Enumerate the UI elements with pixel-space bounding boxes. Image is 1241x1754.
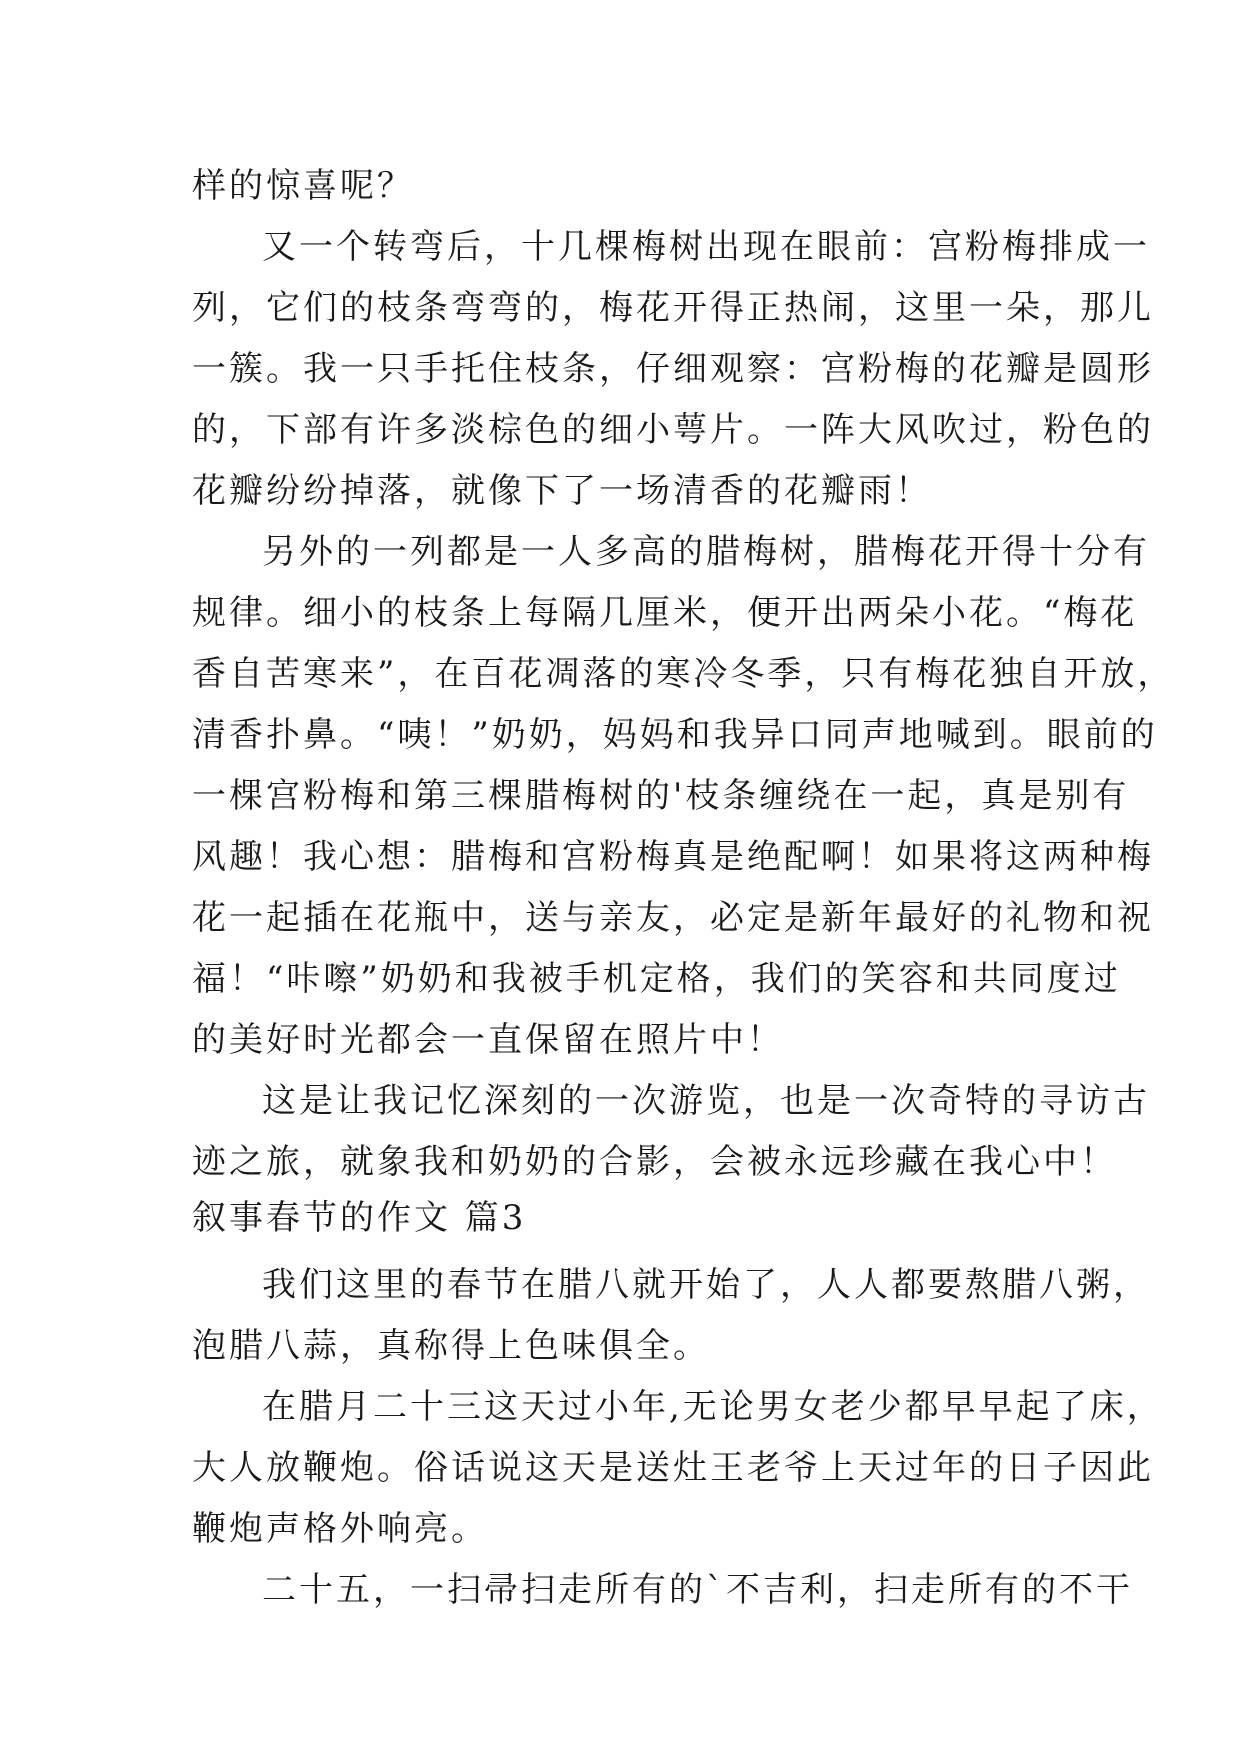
text-line: 迹之旅，就象我和奶奶的合影，会被永远珍藏在我心中！ — [192, 1142, 1117, 1182]
paragraph-start-line: 这是让我记忆深刻的一次游览，也是一次奇特的寻访古 — [262, 1081, 1150, 1121]
paragraph-start-line: 二十五，一扫帚扫走所有的`不吉利，扫走所有的不干 — [262, 1570, 1133, 1610]
text-line: 花瓣纷纷掉落，就像下了一场清香的花瓣雨！ — [192, 471, 932, 511]
text-line: 一簇。我一只手托住枝条，仔细观察：宫粉梅的花瓣是圆形 — [192, 349, 1154, 389]
text-line: 花一起插在花瓶中，送与亲友，必定是新年最好的礼物和祝 — [192, 898, 1154, 938]
text-line: 样的惊喜呢？ — [192, 166, 414, 206]
paragraph-start-line: 另外的一列都是一人多高的腊梅树，腊梅花开得十分有 — [262, 532, 1150, 572]
text-line: 的美好时光都会一直保留在照片中！ — [192, 1020, 784, 1060]
text-line: 香自苦寒来”，在百花凋落的寒冷冬季，只有梅花独自开放， — [192, 654, 1175, 694]
text-line: 风趣！我心想：腊梅和宫粉梅真是绝配啊！如果将这两种梅 — [192, 837, 1154, 877]
text-line: 泡腊八蒜，真称得上色味俱全。 — [192, 1326, 710, 1366]
text-line: 列，它们的枝条弯弯的，梅花开得正热闹，这里一朵，那儿 — [192, 288, 1154, 328]
text-line: 的，下部有许多淡棕色的细小萼片。一阵大风吹过，粉色的 — [192, 410, 1154, 450]
text-line: 福！“咔嚓”奶奶和我被手机定格，我们的笑容和共同度过 — [192, 959, 1121, 999]
text-line: 大人放鞭炮。俗话说这天是送灶王老爷上天过年的日子因此 — [192, 1448, 1154, 1488]
paragraph-start-line: 又一个转弯后，十几棵梅树出现在眼前：宫粉梅排成一 — [262, 227, 1150, 267]
text-line: 一棵宫粉梅和第三棵腊梅树的'枝条缠绕在一起，真是别有 — [192, 776, 1130, 816]
text-line: 规律。细小的枝条上每隔几厘米，便开出两朵小花。“梅花 — [192, 593, 1138, 633]
text-line: 清香扑鼻。“咦！”奶奶，妈妈和我异口同声地喊到。眼前的 — [192, 715, 1158, 755]
section-heading: 叙事春节的作文 篇3 — [192, 1198, 527, 1238]
paragraph-start-line: 我们这里的春节在腊八就开始了，人人都要熬腊八粥， — [262, 1265, 1150, 1305]
document-page — [192, 156, 1175, 1621]
paragraph-start-line: 在腊月二十三这天过小年,无论男女老少都早早起了床， — [262, 1387, 1164, 1427]
text-line: 鞭炮声格外响亮。 — [192, 1509, 488, 1549]
